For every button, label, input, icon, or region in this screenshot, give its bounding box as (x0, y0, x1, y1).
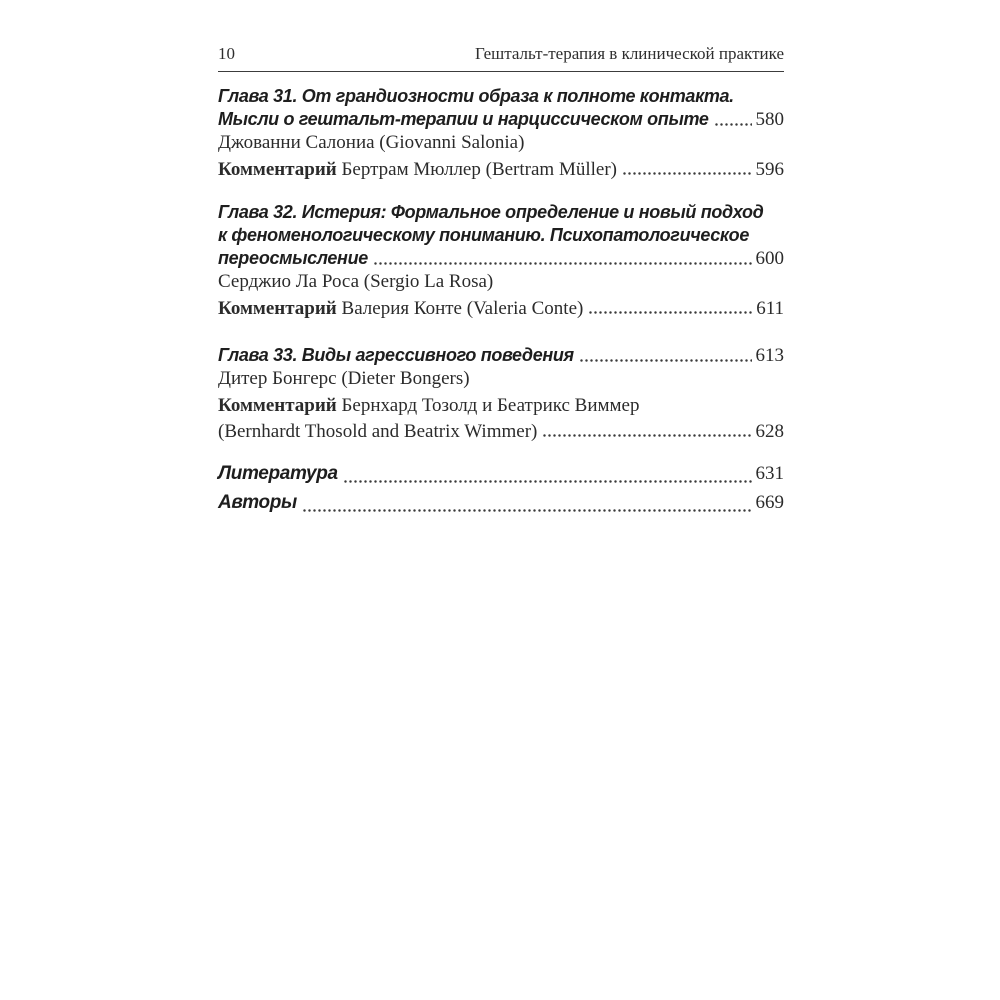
dot-leader (302, 509, 752, 512)
comment-continuation-line (218, 421, 784, 442)
backmatter-row-literature (218, 459, 784, 488)
running-title: Гештальт-терапия в клинической практике (475, 44, 784, 63)
dot-leader (343, 480, 752, 483)
author-line: Серджио Ла Роса (Sergio La Rosa) (218, 271, 494, 292)
backmatter-label: Литература (218, 463, 338, 484)
chapter-title-text: Мысли о гештальт-терапии и нарциссическом опыте (218, 109, 709, 129)
comment-label: Комментарий (218, 159, 337, 180)
chapter-title-line (218, 108, 784, 131)
page-ref: 580 (755, 109, 784, 130)
chapter-title-line: Глава 31. От грандиозности образа к полноте контакта. (218, 86, 734, 106)
author-line: Джованни Салониа (Giovanni Salonia) (218, 132, 525, 153)
page-ref: 613 (755, 345, 784, 366)
book-page (218, 44, 784, 517)
page-number: 10 (218, 44, 235, 63)
running-head (218, 44, 784, 72)
table-of-contents (218, 85, 784, 517)
author-line: Дитер Бонгерс (Dieter Bongers) (218, 368, 470, 389)
page-ref: 596 (755, 159, 784, 180)
chapter-title-text: Глава 33. Виды агрессивного поведения (218, 345, 574, 365)
comment-text: Валерия Конте (Valeria Conte) (341, 298, 584, 319)
comment-label: Комментарий (218, 298, 337, 319)
dot-leader (542, 434, 751, 437)
chapter-title-line (218, 344, 784, 367)
comment-line (218, 395, 784, 416)
comment-text: Бертрам Мюллер (Bertram Müller) (341, 159, 617, 180)
chapter-title-line (218, 247, 784, 270)
dot-leader (588, 311, 752, 314)
entry-gap (218, 191, 784, 201)
toc-entry-chapter-31 (218, 85, 784, 180)
chapter-title-line: к феноменологическому пониманию. Психопатологическое (218, 225, 749, 245)
chapter-title-text: переосмысление (218, 248, 368, 268)
chapter-title-line: Глава 32. Истерия: Формальное определение и новый подход (218, 202, 764, 222)
entry-gap (218, 330, 784, 344)
comment-line (218, 159, 784, 180)
comment-text: Бернхард Тозолд и Беатрикс Виммер (341, 395, 640, 416)
page-ref: 611 (756, 298, 784, 319)
page-ref: 669 (755, 492, 784, 513)
toc-entry-chapter-33 (218, 344, 784, 442)
page-ref: 628 (755, 421, 784, 442)
toc-entry-chapter-32 (218, 201, 784, 319)
dot-leader (622, 172, 752, 175)
dot-leader (579, 359, 752, 362)
backmatter-label: Авторы (218, 492, 297, 513)
page-ref: 631 (755, 463, 784, 484)
comment-text: (Bernhardt Thosold and Beatrix Wimmer) (218, 421, 538, 442)
comment-label: Комментарий (218, 395, 337, 416)
comment-line (218, 298, 784, 319)
backmatter-row-authors (218, 488, 784, 517)
back-matter (218, 459, 784, 517)
dot-leader (714, 123, 752, 126)
page-ref: 600 (755, 248, 784, 269)
dot-leader (373, 262, 752, 265)
